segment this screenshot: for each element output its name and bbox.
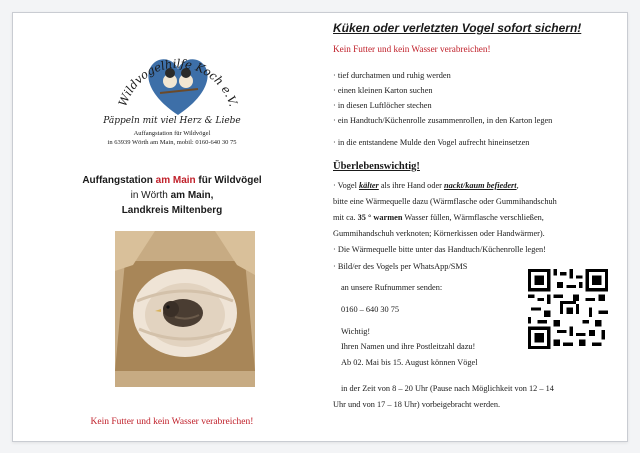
survival-line-1 xyxy=(333,180,623,191)
s1-e: , xyxy=(516,181,519,190)
s1-c: als ihre Hand oder xyxy=(378,181,444,190)
right-warning: Kein Futter und kein Wasser verabreichen! xyxy=(333,44,491,54)
logo-subtitle: Auffangstation für Wildvögel xyxy=(133,130,211,137)
s1-kaelter: kälter xyxy=(358,181,379,190)
survival-line-11: Uhr und von 17 – 18 Uhr) vorbeigebracht werden. xyxy=(333,400,501,409)
survival-line-2: bitte eine Wärmequelle dazu (Wärmflasche oder Gummihandschuh xyxy=(333,197,557,206)
survival-line-6: · Bild/er des Vogels per WhatsApp/SMS xyxy=(333,262,468,271)
survival-line-5: · Die Wärmequelle bitte unter das Handtuch/Küchenrolle legen! xyxy=(333,245,546,254)
survival-line-10: in der Zeit von 8 – 20 Uhr (Pause nach Möglichkeit von 12 – 14 xyxy=(341,384,554,393)
survival-line-4: Gummihandschuh verknoten; Körnerkissen oder Handwärmer). xyxy=(333,229,545,238)
survival-line-3 xyxy=(333,212,623,223)
survival-title: Überlebenswichtig! xyxy=(333,161,420,172)
left-column xyxy=(13,13,331,441)
wichtig-label: Wichtig! xyxy=(341,327,371,336)
step-item: · ein Handtuch/Küchenrolle zusammenrollen, in den Karton legen xyxy=(333,116,553,125)
s3-a: mit ca. xyxy=(333,213,358,222)
right-column xyxy=(333,13,627,441)
logo-slogan: Päppeln mit viel Herz & Liebe xyxy=(103,116,241,126)
phone-number: 0160 – 640 30 75 xyxy=(341,305,400,314)
step-item: · tief durchatmen und ruhig werden xyxy=(333,71,451,80)
s3-temp: 35 ° warmen xyxy=(357,213,403,222)
bird-in-box-photo xyxy=(115,231,255,387)
step-item: · einen kleinen Karton suchen xyxy=(333,86,433,95)
s1-a: · Vogel xyxy=(333,181,359,190)
station-line1-b: für Wildvögel xyxy=(195,175,262,186)
survival-line-7: an unsere Rufnummer senden: xyxy=(341,283,443,292)
logo-arc-text: Wildvogelhilfe Koch e.V. xyxy=(115,56,241,109)
survival-line-9: Ab 02. Mai bis 15. August können Vögel xyxy=(341,358,478,367)
s1-nackt: nackt/kaum befiedert xyxy=(444,181,517,190)
s3-c: Wasser füllen, Wärmflasche verschließen, xyxy=(402,213,544,222)
step-item: · in die entstandene Mulde den Vogel aufrecht hineinsetzen xyxy=(333,138,530,147)
step-item: · in diesen Luftlöcher stechen xyxy=(333,101,432,110)
heart-birds-logo xyxy=(108,27,248,121)
station-line2-b: am Main, xyxy=(170,190,214,201)
left-warning: Kein Futter und kein Wasser verabreichen! xyxy=(90,417,254,427)
station-line3: Landkreis Miltenberg xyxy=(121,205,223,216)
logo-address: in 63939 Wörth am Main, mobil: 0160-640 30 75 xyxy=(107,139,237,146)
station-line1-red: am Main xyxy=(155,175,196,186)
survival-line-8: Ihren Namen und ihre Postleitzahl dazu! xyxy=(341,342,476,351)
flyer-page xyxy=(12,12,628,442)
station-line2-a: in Wörth xyxy=(130,190,171,201)
station-block xyxy=(13,173,331,218)
whatsapp-qr-code[interactable] xyxy=(528,269,608,349)
station-line1-a: Auffangstation xyxy=(82,175,156,186)
instructions-title: Küken oder verletzten Vogel sofort sichern! xyxy=(333,21,582,35)
